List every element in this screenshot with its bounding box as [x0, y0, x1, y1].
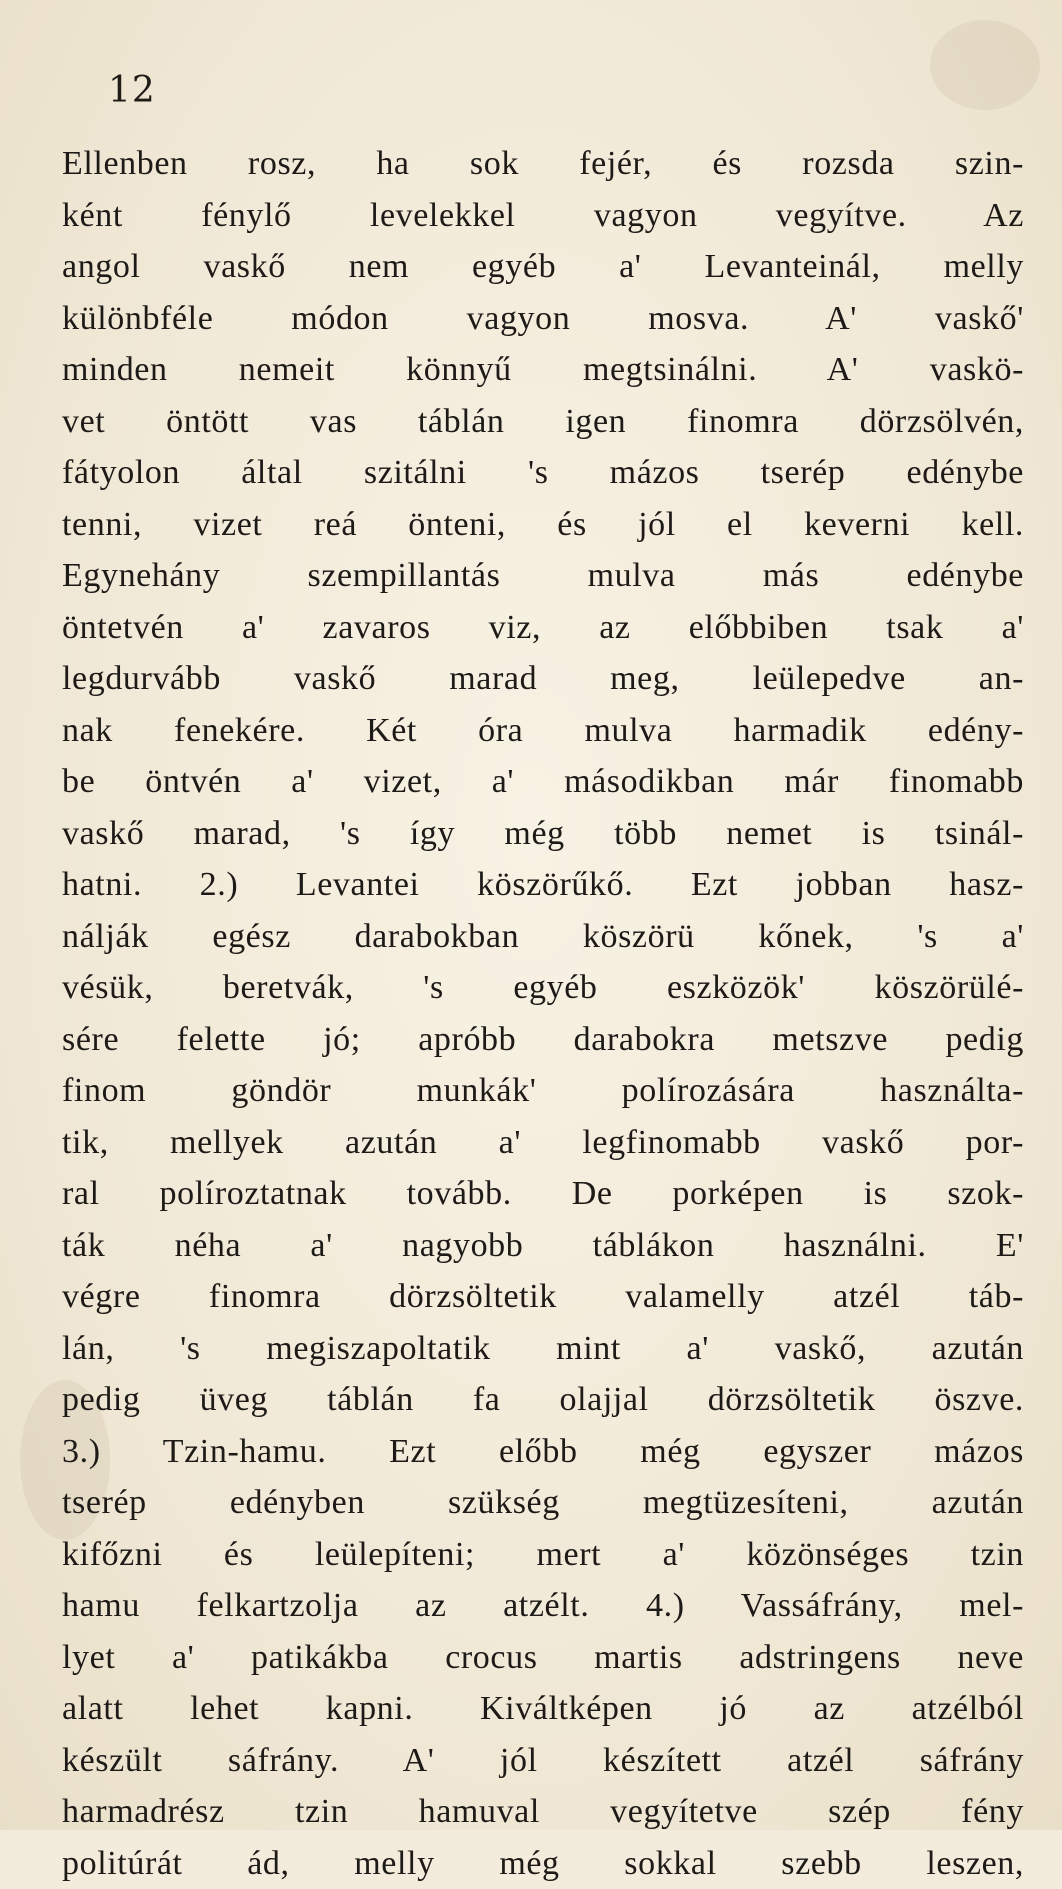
text-line: fátyolon által szitálni 's mázos tserép edénybe — [62, 447, 1024, 499]
text-line: angol vaskő nem egyéb a' Levanteinál, melly — [62, 241, 1024, 293]
text-line: készült sáfrány. A' jól készített atzél sáfrány — [62, 1735, 1024, 1787]
text-line: tik, mellyek azután a' legfinomabb vaskő por- — [62, 1117, 1024, 1169]
text-line: be öntvén a' vizet, a' másodikban már finomabb — [62, 756, 1024, 808]
text-line: hamu felkartzolja az atzélt. 4.) Vassáfrány, mel- — [62, 1580, 1024, 1632]
text-line: politúrát ád, melly még sokkal szebb leszen, — [62, 1838, 1024, 1889]
text-line: nak fenekére. Két óra mulva harmadik edény- — [62, 705, 1024, 757]
text-line: különbféle módon vagyon mosva. A' vaskő' — [62, 293, 1024, 345]
text-line: Egynehány szempillantás mulva más edénybe — [62, 550, 1024, 602]
text-line: lán, 's megiszapoltatik mint a' vaskő, azután — [62, 1323, 1024, 1375]
text-line: öntetvén a' zavaros viz, az előbbiben tsak a' — [62, 602, 1024, 654]
text-line: minden nemeit könnyű megtsinálni. A' vaskö- — [62, 344, 1024, 396]
text-line: 3.) Tzin-hamu. Ezt előbb még egyszer mázos — [62, 1426, 1024, 1478]
text-line: nálják egész darabokban köszörü kőnek, 's a' — [62, 911, 1024, 963]
text-line: legdurvább vaskő marad meg, leülepedve an- — [62, 653, 1024, 705]
text-line: finom göndör munkák' polírozására használta- — [62, 1065, 1024, 1117]
text-line: ként fénylő levelekkel vagyon vegyítve. Az — [62, 190, 1024, 242]
text-line: hatni. 2.) Levantei köszörűkő. Ezt jobban hasz- — [62, 859, 1024, 911]
text-line: kifőzni és leülepíteni; mert a' közönséges tzin — [62, 1529, 1024, 1581]
text-line: harmadrész tzin hamuval vegyítetve szép fény — [62, 1786, 1024, 1838]
text-line: pedig üveg táblán fa olajjal dörzsöltetik öszve. — [62, 1374, 1024, 1426]
text-line: végre finomra dörzsöltetik valamelly atzél táb- — [62, 1271, 1024, 1323]
text-line: sére felette jó; apróbb darabokra metszve pedig — [62, 1014, 1024, 1066]
text-line: vésük, beretvák, 's egyéb eszközök' köszörülé- — [62, 962, 1024, 1014]
text-line: tenni, vizet reá önteni, és jól el keverni kell. — [62, 499, 1024, 551]
text-line: ták néha a' nagyobb táblákon használni. E' — [62, 1220, 1024, 1272]
text-line: vet öntött vas táblán igen finomra dörzsölvén, — [62, 396, 1024, 448]
text-line: Ellenben rosz, ha sok fejér, és rozsda szin- — [62, 138, 1024, 190]
text-line: tserép edényben szükség megtüzesíteni, azután — [62, 1477, 1024, 1529]
text-line: ral políroztatnak tovább. De porképen is szok- — [62, 1168, 1024, 1220]
page-stain — [930, 20, 1040, 110]
text-line: alatt lehet kapni. Kiváltképen jó az atzélból — [62, 1683, 1024, 1735]
text-line: lyet a' patikákba crocus martis adstringens neve — [62, 1632, 1024, 1684]
text-line: vaskő marad, 's így még több nemet is tsinál- — [62, 808, 1024, 860]
page-number: 12 — [108, 70, 156, 111]
body-text — [62, 138, 1024, 1889]
